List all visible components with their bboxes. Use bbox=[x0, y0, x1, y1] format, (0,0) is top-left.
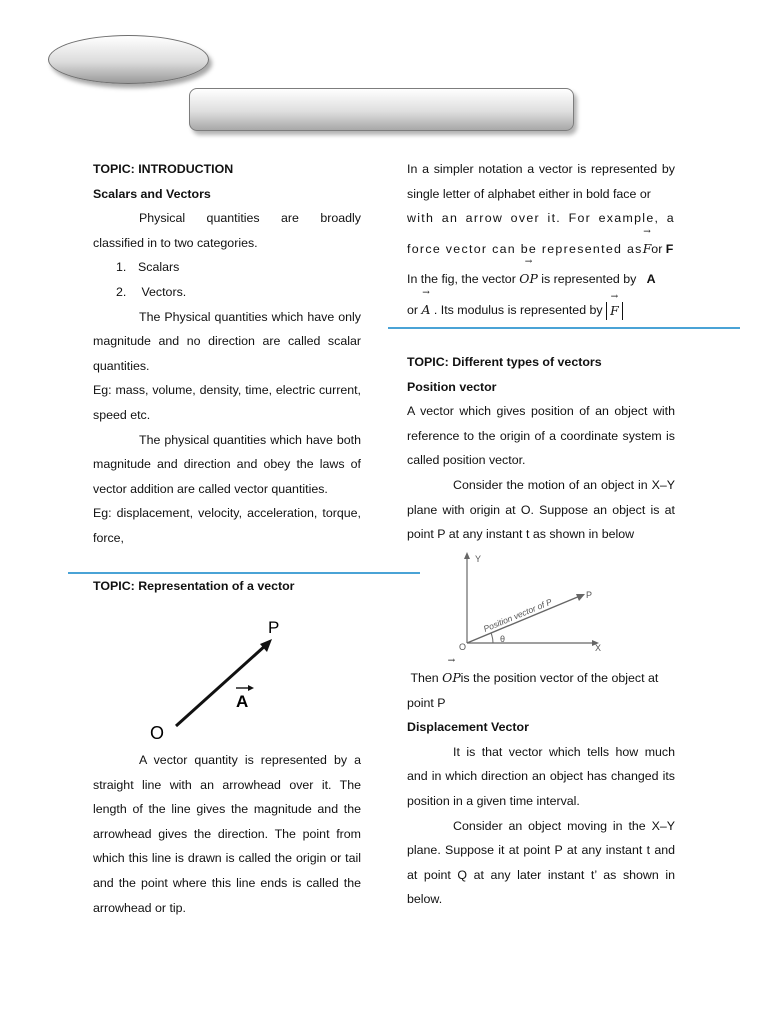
representation-section bbox=[93, 574, 361, 599]
displacement-vector-subheading: Displacement Vector bbox=[407, 720, 529, 735]
list-item-scalars: 1. Scalars bbox=[116, 260, 180, 275]
fig2-label-x: X bbox=[595, 643, 602, 653]
vector-examples-paragraph: Eg: displacement, velocity, acceleration, torque, force, bbox=[93, 506, 361, 545]
fig-label-o: O bbox=[150, 723, 165, 743]
header-title-bar bbox=[189, 88, 574, 131]
topic-representation-heading: TOPIC: Representation of a vector bbox=[93, 579, 295, 593]
topic-types-heading: TOPIC: Different types of vectors bbox=[407, 355, 602, 369]
fig2-label-o: O bbox=[459, 642, 467, 652]
right-column bbox=[407, 157, 675, 323]
position-vector-figure bbox=[455, 550, 610, 660]
notation-paragraph-cont: with an arrow over it. For example, a bbox=[407, 211, 675, 226]
representation-paragraph-block bbox=[93, 748, 361, 920]
intro-paragraph: Physical quantities are broadly classified in to two categories. bbox=[93, 211, 361, 250]
fig2-label-p: P bbox=[586, 590, 593, 600]
vector-definition-paragraph: The physical quantities which have both magnitude and direction and obey the laws of vector addition are called vector quantities. bbox=[93, 432, 361, 496]
a-vector-symbol: → A bbox=[421, 298, 430, 323]
force-vector-symbol: → F bbox=[643, 237, 652, 262]
fig2-label-y: Y bbox=[475, 554, 482, 564]
fig2-label-theta: θ bbox=[500, 634, 506, 644]
theta-arc bbox=[491, 633, 493, 643]
fig-label-a: A bbox=[236, 692, 249, 711]
position-vector-definition: A vector which gives position of an object with reference to the origin of a coordinate system is called position vector. bbox=[407, 404, 675, 468]
list-item-vectors: 2. Vectors. bbox=[116, 284, 187, 299]
topic-introduction-heading: TOPIC: INTRODUCTION bbox=[93, 162, 234, 176]
position-vector-subheading: Position vector bbox=[407, 379, 497, 394]
op-vector-symbol: → OP bbox=[519, 267, 538, 292]
divider-line-right bbox=[388, 327, 740, 329]
scalars-vectors-subheading: Scalars and Vectors bbox=[93, 186, 211, 201]
fig-vector-line: In the fig, the vector → OP is represented by A bbox=[407, 267, 675, 292]
scalar-definition-paragraph: The Physical quantities which have only magnitude and no direction are called scalar quantities. bbox=[93, 309, 361, 373]
representation-paragraph: A vector quantity is represented by a straight line with an arrowhead over it. The length of the line gives the magnitude and the arrowhead gives the direction. The point from which this line is drawn is called the origin or tail and the point where this line ends is called the arrowhead or tip. bbox=[93, 753, 361, 915]
header-oval-decoration bbox=[48, 35, 209, 84]
op-vector-symbol-2: → OP bbox=[442, 666, 461, 691]
modulus-symbol: → F bbox=[606, 302, 623, 320]
displacement-motion-paragraph: Consider an object moving in the X–Y plane. Suppose it at point P at any instant t and at point Q at any later instant t’ as shown in below. bbox=[407, 818, 675, 907]
notation-paragraph: In a simpler notation a vector is represented by single letter of alphabet either in bold face or bbox=[407, 162, 675, 201]
modulus-line: or → A . Its modulus is represented by → F bbox=[407, 298, 675, 323]
types-section bbox=[407, 350, 675, 547]
vector-op-figure bbox=[140, 612, 300, 747]
displacement-definition: It is that vector which tells how much and in which direction an object has changed its position in a given time interval. bbox=[407, 744, 675, 808]
force-notation-line: force vector can be represented as→ For F bbox=[407, 237, 675, 262]
op-position-vector-line: Then → OPis the position vector of the object at point P bbox=[407, 666, 675, 715]
vector-arrow-line bbox=[176, 645, 266, 726]
fig-label-p: P bbox=[268, 618, 280, 637]
position-vector-motion-paragraph: Consider the motion of an object in X–Y plane with origin at O. Suppose an object is at point P at any instant t as shown in below bbox=[407, 477, 675, 542]
position-vector-line bbox=[467, 596, 580, 643]
fig-label-a-arrowhead bbox=[248, 685, 254, 691]
displacement-section bbox=[407, 666, 675, 912]
fig2-caption: Position vector of P bbox=[481, 596, 554, 634]
left-column bbox=[93, 157, 361, 551]
scalar-examples-paragraph: Eg: mass, volume, density, time, electric current, speed etc. bbox=[93, 383, 361, 422]
y-axis-arrowhead bbox=[464, 552, 470, 559]
